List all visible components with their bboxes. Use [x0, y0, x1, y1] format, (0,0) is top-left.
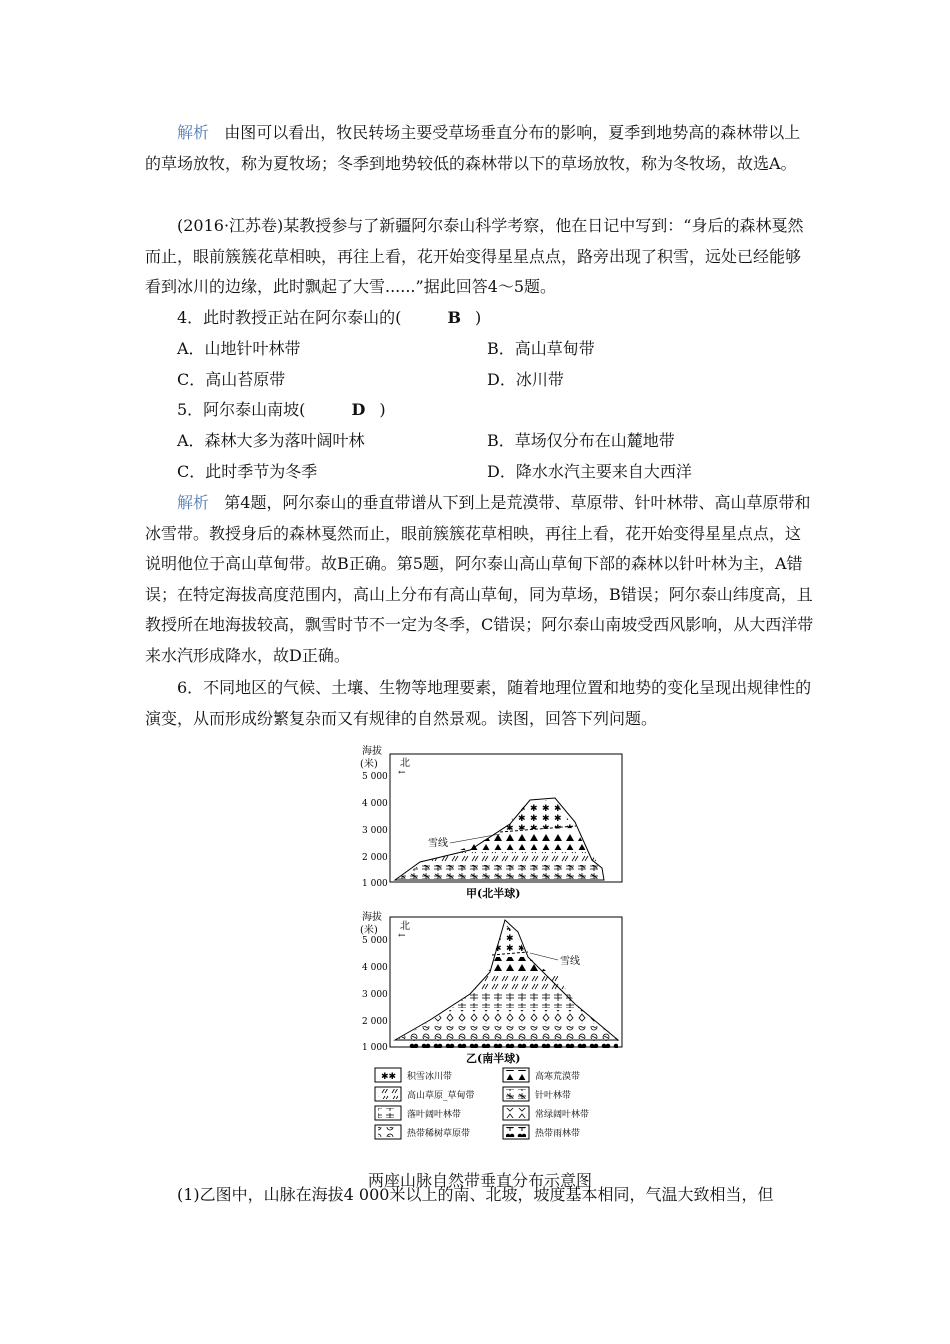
axis-label-altitude: 海拔: [362, 746, 382, 757]
zone-b-desert: [488, 957, 550, 974]
axis-label-altitude-b: 海拔: [362, 912, 382, 923]
tick-b-4000: 4 000: [362, 963, 388, 973]
tick-b-2000: 2 000: [362, 1017, 388, 1027]
answer-4: B: [447, 308, 461, 327]
zone-b-deciduous: [452, 992, 580, 1008]
analysis-label-2: 解析: [177, 493, 210, 512]
snowline-label-b: 雪线: [560, 956, 580, 967]
north-label-b: 北: [400, 921, 410, 932]
north-label: 北: [400, 758, 410, 769]
tick-4000: 4 000: [362, 799, 388, 809]
zone-a-desert: [460, 834, 588, 850]
diagram-south-hemisphere: [360, 910, 622, 1065]
snowline-label-a: 雪线: [428, 838, 448, 849]
zone-b-rainforest: [408, 1040, 618, 1048]
figure-caption: 两座山脉自然带垂直分布示意图: [367, 1171, 592, 1190]
zone-b-evergreen: [424, 1010, 598, 1024]
legend-label-3: 高山草原_草甸带: [407, 1091, 475, 1101]
svg-text:✱✱: ✱✱: [381, 1072, 397, 1082]
legend-label-1: 积雪冰川带: [407, 1072, 453, 1082]
question-6-1: (1)乙图中，山脉在海拔4 000米以上的南、北坡，坡度基本相同，气温大致相当，但: [177, 1185, 774, 1204]
q5-option-d: D．降水水汽主要来自大西洋: [487, 462, 692, 481]
material-paragraph: (2016·江苏卷)某教授参与了新疆阿尔泰山科学考察，他在日记中写到：“身后的森林戛然而止，眼前簇簇花草相映，再往上看，花开始变得星星点点，路旁出现了积雪，远处已经能够看到冰川的边缘，此时飘起了大雪......”据此回答4～5题。: [145, 216, 804, 296]
q5-option-c: C．此时季节为冬季: [177, 462, 318, 481]
q4-option-a: A．山地针叶林带: [177, 339, 301, 358]
snowline-pointer-b: [530, 953, 558, 960]
analysis-paragraph-2: [145, 488, 815, 671]
tick-b-5000: 5 000: [362, 936, 388, 946]
tick-b-1000: 1 000: [362, 1043, 388, 1053]
vertical-zone-figure: [360, 742, 630, 1151]
legend-label-6: 常绿阔叶林带: [535, 1110, 590, 1120]
axis-label-unit-b: (米): [360, 925, 378, 936]
question-5-stem: 5．阿尔泰山南坡( D ): [145, 395, 815, 426]
axis-label-unit: (米): [360, 759, 378, 770]
zone-a-conifer: [397, 865, 602, 879]
north-arrow: ←: [398, 768, 406, 778]
analysis-paragraph-1: [145, 118, 815, 179]
legend-label-2: 高寒荒漠带: [535, 1072, 581, 1082]
q5-option-b: B．草场仅分布在山麓地带: [487, 431, 675, 450]
diagram-north-hemisphere: [360, 744, 622, 900]
tick-2000: 2 000: [362, 853, 388, 863]
legend-label-5: 落叶阔叶林带: [407, 1110, 462, 1120]
zone-b-savanna: [398, 1026, 616, 1039]
figure-svg: [360, 742, 630, 1147]
zone-a-snow: [502, 800, 574, 830]
zone-b-meadow: [474, 976, 566, 990]
legend-label-8: 热带雨林带: [535, 1129, 581, 1139]
analysis-label: 解析: [177, 123, 210, 142]
caption-b: 乙(南半球): [466, 1052, 521, 1065]
tick-1000: 1 000: [362, 879, 388, 889]
legend: [375, 1068, 589, 1139]
q4-option-b: B．高山草甸带: [487, 339, 595, 358]
question-6-stem: 6．不同地区的气候、土壤、生物等地理要素，随着地理位置和地势的变化呈现出规律性的演变，从而形成纷繁复杂而又有规律的自然景观。读图，回答下列问题。: [145, 678, 812, 728]
zone-a-meadow: [420, 852, 598, 863]
q5-option-a: A．森林大多为落叶阔叶林: [177, 431, 365, 450]
tick-b-3000: 3 000: [362, 990, 388, 1000]
analysis-text: 由图可以看出，牧民转场主要受草场垂直分布的影响，夏季到地势高的森林带以上的草场放牧，称为夏牧场；冬季到地势较低的森林带以下的草场放牧，称为冬牧场，故选A。: [145, 123, 801, 173]
north-arrow-b: ←: [398, 931, 406, 941]
tick-5000: 5 000: [362, 772, 388, 782]
tick-3000: 3 000: [362, 826, 388, 836]
analysis-text-2: 第4题，阿尔泰山的垂直带谱从下到上是荒漠带、草原带、针叶林带、高山草原带和冰雪带。教授身后的森林戛然而止，眼前簇簇花草相映，再往上看，花开始变得星星点点，这说明他位于高山草甸带。故B正确。第5题，阿尔泰山高山草甸下部的森林以针叶林为主，A错误；在特定海拔高度范围内，高山上分布有高山草甸，同为草场，B错误；阿尔泰山纬度高，且教授所在地海拔较高，飘雪时节不一定为冬季，C错误；阿尔泰山南坡受西风影响，从大西洋带来水汽形成降水，故D正确。: [145, 493, 814, 665]
answer-5: D: [351, 400, 366, 419]
q4-option-d: D．冰川带: [487, 370, 564, 389]
legend-label-4: 针叶林带: [535, 1091, 572, 1101]
caption-a: 甲(北半球): [466, 887, 521, 900]
question-4-stem: 4．此时教授正站在阿尔泰山的( B ): [145, 303, 815, 334]
legend-label-7: 热带稀树草原带: [407, 1129, 471, 1139]
q4-option-c: C．高山苔原带: [177, 370, 286, 389]
